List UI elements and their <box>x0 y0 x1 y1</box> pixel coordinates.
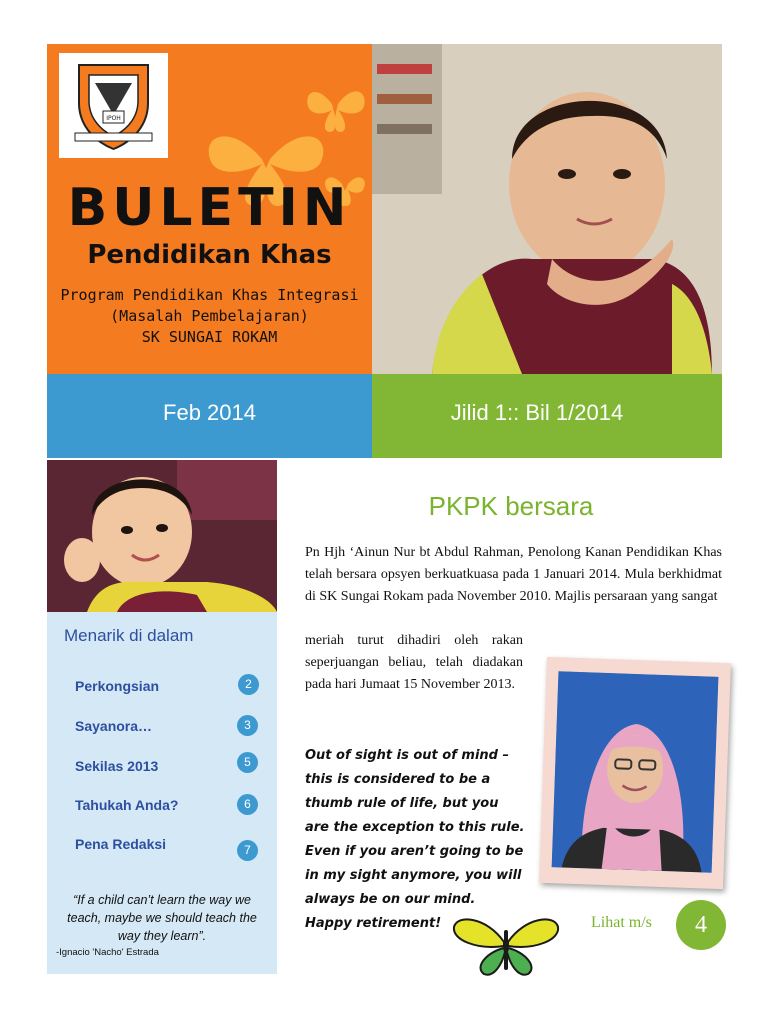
issue-date: Feb 2014 <box>163 400 256 425</box>
school-logo <box>59 53 168 158</box>
cover-photo-boy <box>372 44 722 374</box>
toc-item-label[interactable]: Sayanora… <box>75 718 153 734</box>
quote-author: -Ignacio 'Nacho' Estrada <box>56 947 159 958</box>
toc-item-page[interactable]: 2 <box>238 674 259 695</box>
sidebar-quote: “If a child can’t learn the way we teach, maybe we should teach the way they learn”. <box>67 893 257 943</box>
retiree-portrait-image <box>552 671 719 872</box>
article-heading: PKPK bersara <box>428 491 594 521</box>
retiree-photo-frame <box>539 657 731 889</box>
toc-item-label[interactable]: Tahukah Anda? <box>75 797 179 813</box>
article-body: Pn Hjh ‘Ainun Nur bt Abdul Rahman, Penolong Kanan Pendidikan Khas telah bersara opsyen berkuatkuasa pada 1 Januari 2014. Mula berkhidmat di SK Sungai Rokam pada November 2010. Majlis persaraan yang sangat <box>305 545 722 604</box>
toc-item-label[interactable]: Sekilas 2013 <box>75 758 159 774</box>
toc-item-page[interactable]: 3 <box>237 715 258 736</box>
see-page-label[interactable]: Lihat m/s <box>591 914 652 931</box>
program-line-1: Program Pendidikan Khas Integrasi <box>60 286 359 304</box>
school-crest-icon <box>59 53 168 158</box>
toc-item-label[interactable]: Pena Redaksi <box>75 836 167 852</box>
newsletter-title: BULETIN <box>67 178 352 238</box>
program-line-3: SK SUNGAI ROKAM <box>141 328 278 346</box>
svg-text:IPOH: IPOH <box>106 115 121 122</box>
toc-item-label[interactable]: Perkongsian <box>75 678 160 694</box>
retiree-photo <box>552 671 719 872</box>
boy-portrait-image <box>372 44 722 374</box>
article-body-continued: meriah turut dihadiri oleh rakan seperjuangan beliau, telah diadakan pada hari Jumaat 15 November 2013. <box>305 633 523 692</box>
farewell-message: Out of sight is out of mind – this is considered to be a thumb rule of life, but you are the exception to this rule. Even if you aren’t going to be in my sight anymore, you will always be on our mind. Happy retirement! <box>305 748 525 931</box>
issue-date-bar <box>47 374 372 458</box>
sidebar-photo-boy <box>47 460 277 612</box>
toc-item-page[interactable]: 6 <box>237 794 258 815</box>
issue-number: Jilid 1:: Bil 1/2014 <box>450 400 624 425</box>
see-page-number[interactable]: 4 <box>676 900 726 950</box>
sidebar-heading: Menarik di dalam <box>64 626 194 645</box>
butterfly-icon <box>452 912 560 978</box>
program-line-2: (Masalah Pembelajaran) <box>110 307 309 325</box>
toc-item-page[interactable]: 7 <box>237 840 258 861</box>
toc-item-page[interactable]: 5 <box>237 752 258 773</box>
program-description <box>47 285 372 348</box>
waving-boy-image <box>47 460 277 612</box>
issue-number-bar <box>372 374 722 458</box>
newsletter-subtitle: Pendidikan Khas <box>87 240 332 270</box>
